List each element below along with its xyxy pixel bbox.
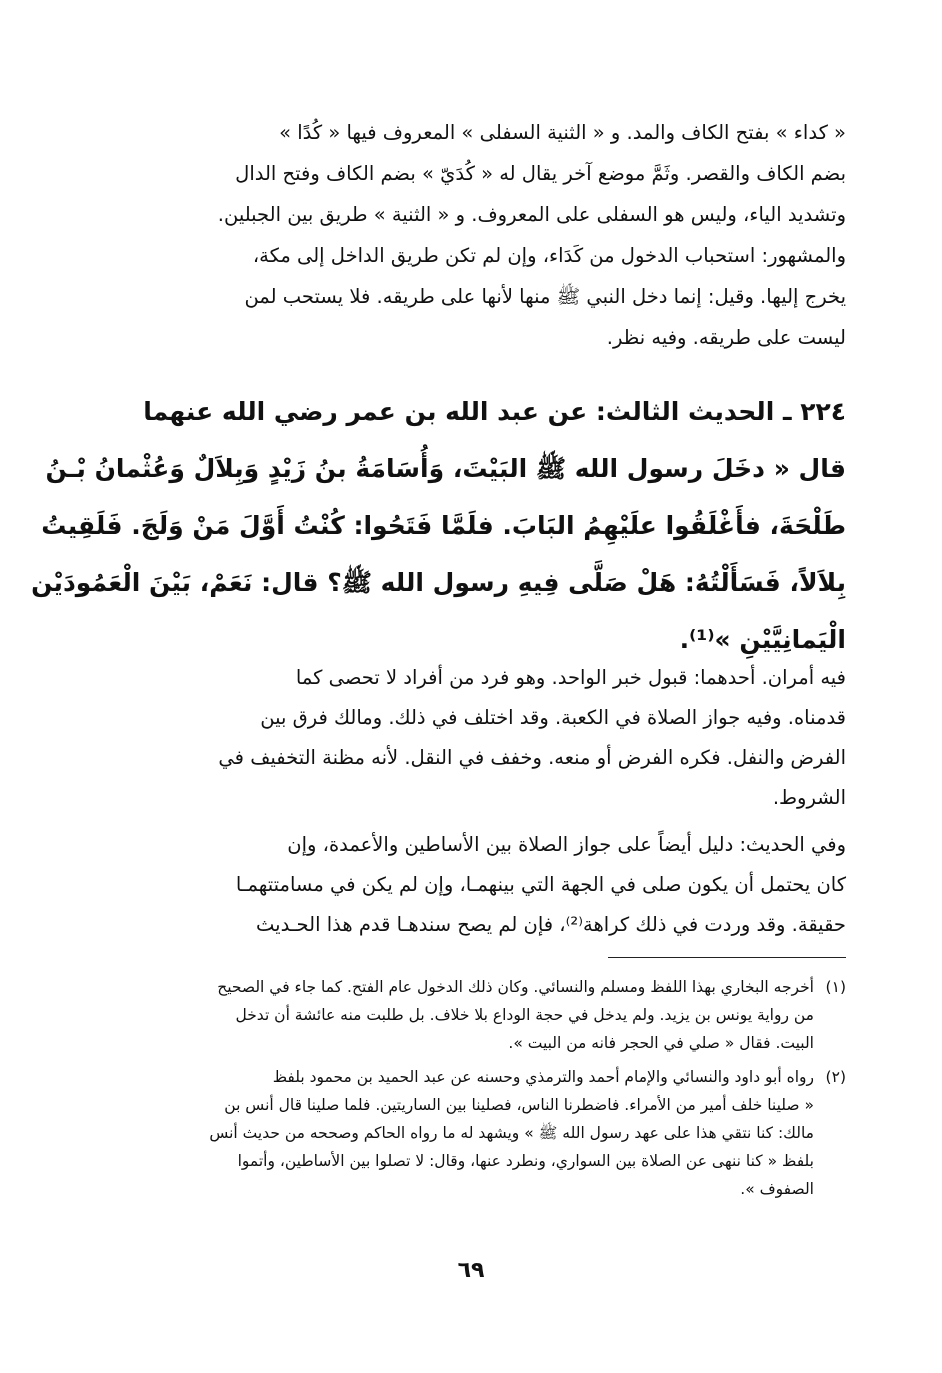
footnote-line: من رواية يونس بن يزيد. ولم يدخل في حجة الوداع بلا خلاف. بل طلبت منه عائشة أن تدخل [235,1006,814,1024]
footnote-number: (٢) [825,1068,846,1086]
footnote-line: « صلينا خلف أمير من الأمراء. فاضطرنا الناس، فصلينا بين الساريتين. فلما صلينا قال أنس بن [224,1096,814,1114]
footnote-number: (١) [825,978,846,996]
footnote-line: مالك: كنا نتقي هذا على عهد رسول الله ﷺ » ويشهد له ما رواه الحاكم وصححه من حديث أنس [209,1124,814,1142]
text-line: قدمناه. وفيه جواز الصلاة في الكعبة. وقد اختلف في ذلك. ومالك فرق بين [260,706,846,729]
footnote-line: البيت. فقال « صلي في الحجر فانه من البيت ». [508,1034,814,1052]
hadith-text [31,383,846,668]
text-line: « كداء » بفتح الكاف والمد. و « الثنية السفلى » المعروف فيها « كُدًا » [279,121,846,144]
text-line: كان يحتمل أن يكون صلى في الجهة التي بينهمـا، وإن لم يكن في مسامتتهمـا [235,873,846,896]
hadith-line: الْيَمانِيَّيْنِ »⁽¹⁾. [679,625,846,654]
footnote-line: الصفوف ». [740,1180,814,1198]
commentary-paragraph [150,658,846,818]
text-line: وفي الحديث: دليل أيضاً على جواز الصلاة بين الأساطين والأعمدة، وإن [287,833,846,856]
text-line: الشروط. [772,786,846,809]
text-line: وتشديد الياء، وليس هو السفلى على المعروف. و « الثنية » طريق بين الجبلين. [217,203,846,226]
hadith-line: قال « دخَلَ رسول الله ﷺ البَيْتَ، وَأُسَامَةُ بنُ زَيْدٍ وَبِلاَلٌ وَعُثْمانُ بْـنُ [45,454,846,483]
hadith-line: ٢٢٤ ـ الحديث الثالث: عن عبد الله بن عمر رضي الله عنهما [143,397,846,426]
text-line: والمشهور: استحباب الدخول من كَدَاء، وإن لم تكن طريق الداخل إلى مكة، [252,244,846,267]
commentary-paragraph-2 [150,825,846,945]
hadith-line: بِلاَلاً، فَسَأَلْتُهُ: هَلْ صَلَّى فِيهِ رسول الله ﷺ؟ قال: نَعَمْ، بَيْنَ الْعَمُودَيْن [31,568,846,597]
text-line: الفرض والنفل. فكره الفرض أو منعه. وخفف في النقل. لأنه مظنة التخفيف في [218,746,846,769]
text-line: فيه أمران. أحدهما: قبول خبر الواحد. وهو فرد من أفراد لا تحصى كما [295,666,846,689]
intro-paragraph [150,112,846,358]
text-line: ليست على طريقه. وفيه نظر. [606,326,846,349]
footnote-line: أخرجه البخاري بهذا اللفظ ومسلم والنسائي. وكان ذلك الدخول عام الفتح. كما جاء في الصحيح [217,978,814,996]
footnote-line: بلفظ « كنا ننهى عن الصلاة بين السواري، ونطرد عنها، وقال: لا تصلوا بين الأساطين، وأتموا [237,1152,814,1170]
text-line: حقيقة. وقد وردت في ذلك كراهة⁽²⁾، فإن لم يصح سندهـا قدم هذا الحـديث [256,913,846,936]
footnotes [150,973,846,1209]
footnote-divider [608,957,846,958]
footnote-line: رواه أبو داود والنسائي والإمام أحمد والترمذي وحسنه عن عبد الحميد بن محمود بلفظ [272,1068,814,1086]
text-line: يخرج إليها. وقيل: إنما دخل النبي ﷺ منها لأنها على طريقه. فلا يستحب لمن [244,285,846,308]
page-number: ٦٩ [457,1258,485,1283]
footnote-2 [150,1063,846,1203]
footnote-1 [150,973,846,1057]
hadith-line: طَلْحَةَ، فأَغْلَقُوا علَيْهِمُ البَابَ. فلَمَّا فَتَحُوا: كُنْتُ أَوَّلَ مَنْ وَلَجَ. فَلَقِيتُ [41,511,846,540]
text-line: بضم الكاف والقصر. وثَمَّ موضع آخر يقال له « كُدَيّ » بضم الكاف وفتح الدال [235,162,846,185]
